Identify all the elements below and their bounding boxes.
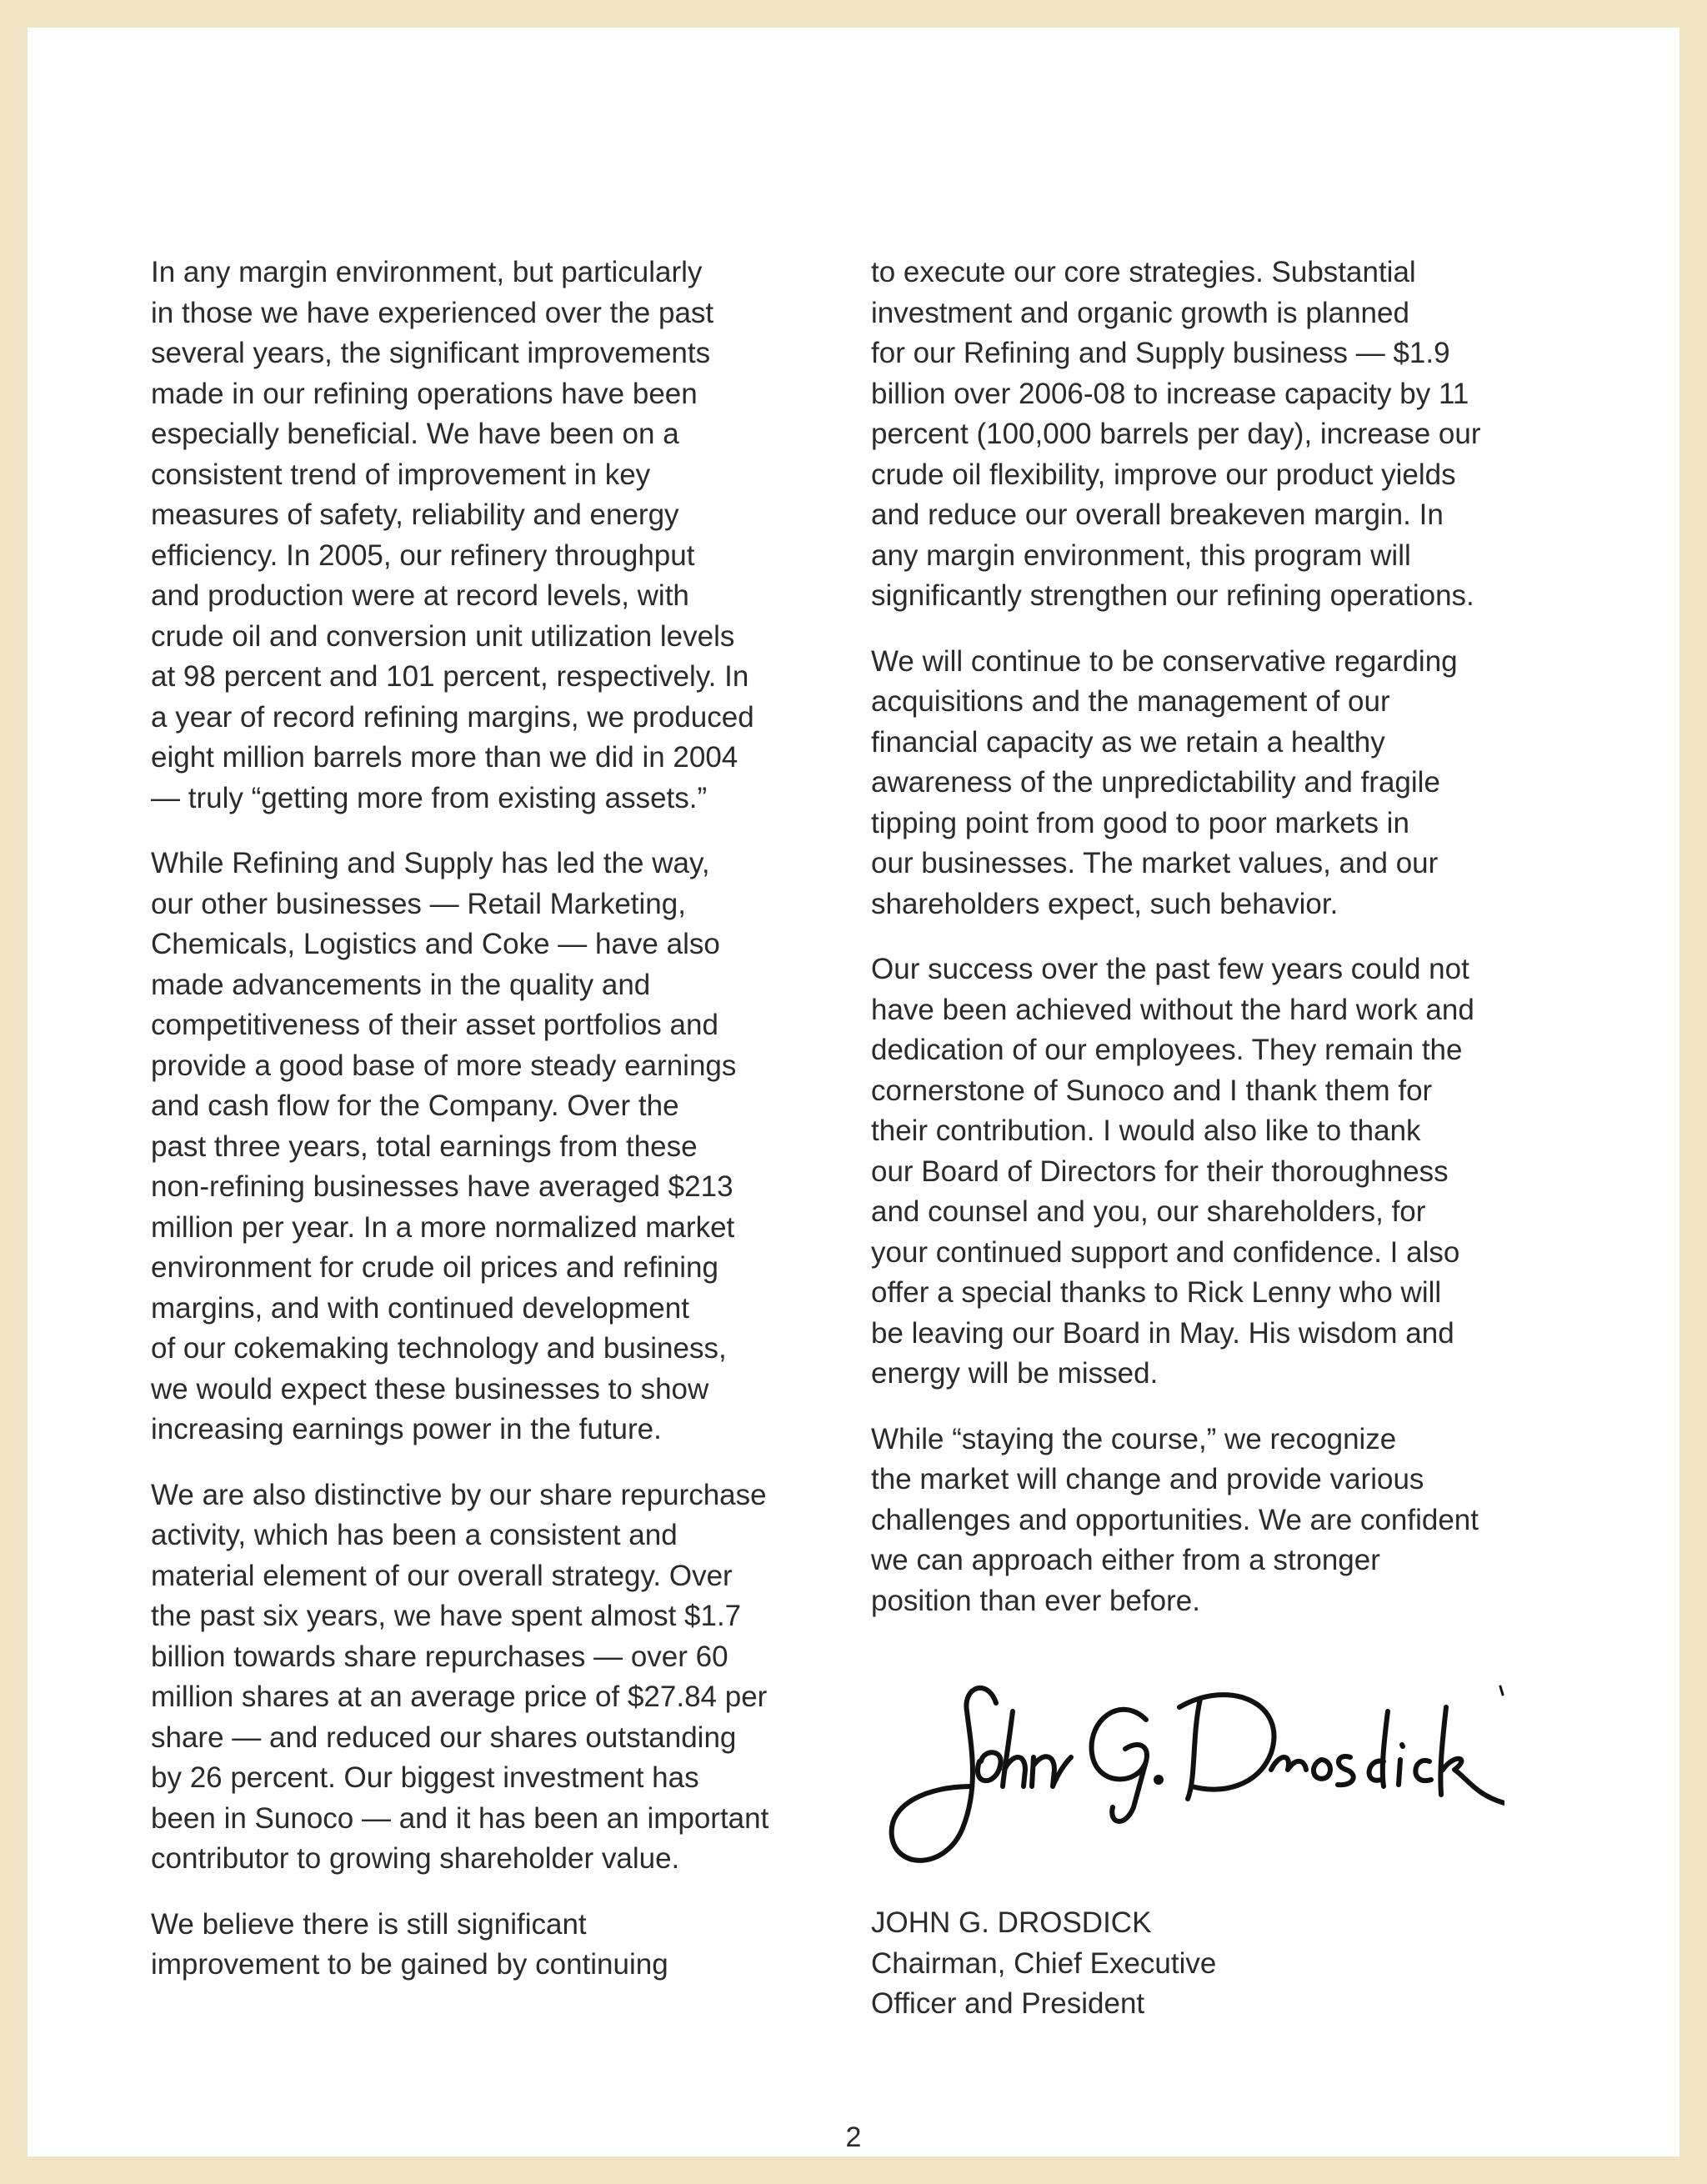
signer-name: JOHN G. DROSDICK xyxy=(871,1906,1152,1939)
paragraph: While “staying the course,” we recognize the market will change and provide various challenges and opportunities. We are confident we can approach either from a stronger position than ever before. xyxy=(871,1422,1479,1617)
paragraph: Our success over the past few years could not have been achieved without the hard work and dedication of our employees. They remain the cornerstone of Sunoco and I thank them for their contribution. I would also like to thank our Board of Directors for their thoroughness and counsel and you, our shareholders, for your continued support and confidence. I also offer a special thanks to Rick Lenny who will be leaving our Board in May. His wisdom and energy will be missed. xyxy=(871,953,1474,1390)
paragraph: We believe there is still significant improvement to be gained by continuing xyxy=(151,1907,668,1981)
paragraph: to execute our core strategies. Substantial investment and organic growth is planned for our Refining and Supply business — $1.9 billion over 2006-08 to increase capacity by 11 percent (100,000 barrels per day), increase our crude oil flexibility, improve our product yields and reduce our overall breakeven margin. In any margin environment, this program will significantly strengthen our refining operations. xyxy=(871,256,1481,612)
paragraph: In any margin environment, but particularly in those we have experienced over the past several years, the significant improvements made in our refining operations have been especially beneficial. We have been on a consistent trend of improvement in key measures of safety, reliability and energy efficiency. In 2005, our refinery throughput and production were at record levels, with crude oil and conversion unit utilization levels at 98 percent and 101 percent, respectively. In a year of record refining margins, we produced eight million barrels more than we did in 2004 — truly “getting more from existing assets.” xyxy=(151,256,754,814)
handwritten-signature xyxy=(871,1661,1504,1886)
paragraph: While Refining and Supply has led the way, our other businesses — Retail Marketing, Chemicals, Logistics and Coke — have also made advancements in the quality and competitiveness of their asset portfolios and provide a good base of more steady earnings and cash flow for the Company. Over the past three years, total earnings from these non-refining businesses have averaged $213 million per year. In a more normalized market environment for crude oil prices and refining margins, and with continued development of our cokemaking technology and business, we would expect these businesses to show increasing earnings power in the future. xyxy=(151,847,737,1445)
signer-title: Chairman, Chief Executive xyxy=(871,1946,1217,1980)
page xyxy=(28,28,1679,2156)
signer-block xyxy=(871,1903,1571,2025)
signer-title: Officer and President xyxy=(871,1987,1145,2020)
right-column xyxy=(871,253,1571,1646)
paragraph: We are also distinctive by our share repurchase activity, which has been a consistent and material element of our overall strategy. Over the past six years, we have spent almost $1.7 billion towards share repurchases — over 60 million shares at an average price of $27.84 per share — and reduced our shares outstanding by 26 percent. Our biggest investment has been in Sunoco — and it has been an important contributor to growing shareholder value. xyxy=(151,1478,769,1875)
paragraph: We will continue to be conservative regarding acquisitions and the management of our financial capacity as we retain a healthy awareness of the unpredictability and fragile tipping point from good to poor markets in our businesses. The market values, and our shareholders expect, such behavior. xyxy=(871,644,1458,920)
page-number: 2 xyxy=(845,2121,862,2153)
left-column xyxy=(151,253,851,2011)
